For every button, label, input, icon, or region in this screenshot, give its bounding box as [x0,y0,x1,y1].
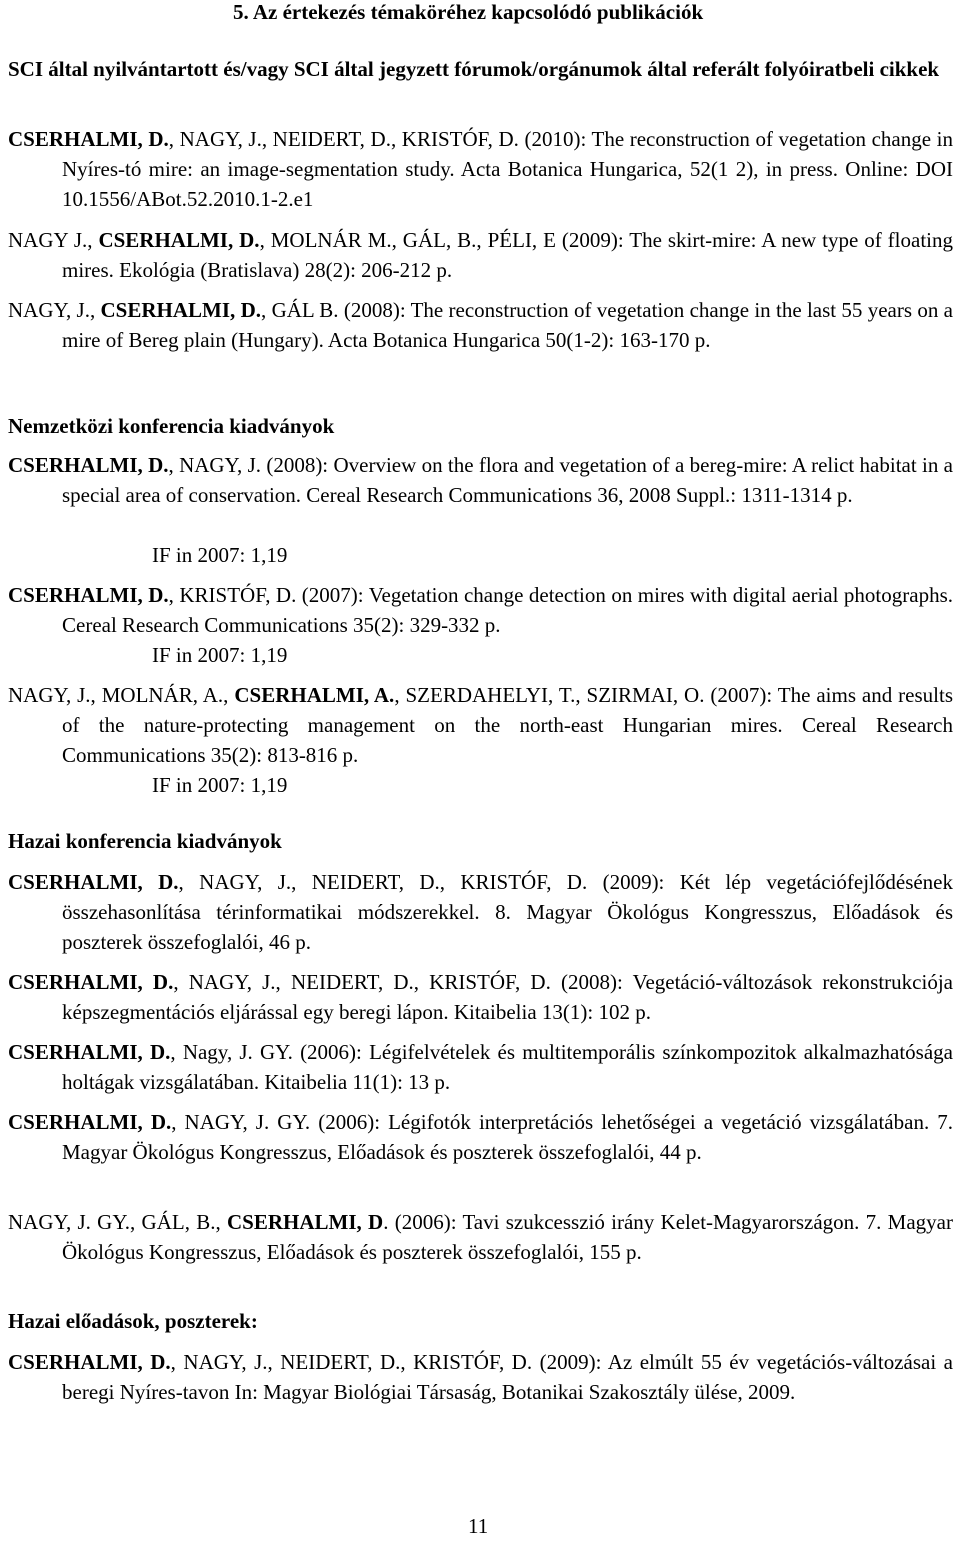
author-highlight: CSERHALMI, A. [234,683,395,707]
publication-entry [8,680,953,770]
publication-text: , NAGY, J., NEIDERT, D., KRISTÓF, D. (2009): Az elmúlt 55 év vegetációs-változásai a beregi Nyíres-tavon In: Magyar Biológiai Társaság, Botanikai Szakosztály ülése, 2009. [62,1350,953,1404]
publication-entry [8,225,953,285]
author-prefix: NAGY, J., MOLNÁR, A., [8,683,235,707]
publication-text: , Nagy, J. GY. (2006): Légifelvételek és multitemporális színkompozitok alkalmazhatósága holtágak vizsgálatában. Kitaibelia 11(1): 13 p. [62,1040,953,1094]
publication-entry [8,295,953,355]
publication-text: , KRISTÓF, D. (2007): Vegetation change detection on mires with digital aerial photographs. Cereal Research Communications 35(2): 329-332 p. [62,583,953,637]
publication-entry [8,1347,953,1407]
author-highlight: CSERHALMI, D. [8,1350,171,1374]
publication-entry [8,1207,953,1267]
publication-text: , SZERDAHELYI, T., SZIRMAI, O. (2007): The aims and results of the nature-protecting management on the north-east Hungarian mires. Cereal Research Communications 35(2): 813-816 p. [62,683,954,767]
section-heading-domestic: Hazai konferencia kiadványok [8,829,282,853]
author-highlight: CSERHALMI, D. [8,1110,172,1134]
publication-entry [8,450,953,510]
author-prefix: NAGY, J., [8,298,101,322]
publication-text: , NAGY, J., NEIDERT, D., KRISTÓF, D. (2009): Két lép vegetációfejlődésének összehasonlítása térinformatikai módszerekkel. 8. Magyar Ökológus Kongresszus, Előadások és poszterek összefoglalói, 46 p. [62,870,954,954]
author-highlight: CSERHALMI, D. [100,298,262,322]
publication-entry [8,1107,953,1167]
publication-entry [8,124,953,214]
publication-text: , NAGY, J., NEIDERT, D., KRISTÓF, D. (2008): Vegetáció-változások rekonstrukciója képszegmentációs eljárással egy beregi lápon. Kitaibelia 13(1): 102 p. [62,970,953,1024]
author-highlight: CSERHALMI, D. [98,228,260,252]
section-heading-international: Nemzetközi konferencia kiadványok [8,414,335,438]
publication-text: , GÁL B. (2008): The reconstruction of vegetation change in the last 55 years on a mire of Bereg plain (Hungary). Acta Botanica Hungarica 50(1-2): 163-170 p. [62,298,953,352]
author-highlight: CSERHALMI, D [227,1210,384,1234]
publication-text: , MOLNÁR M., GÁL, B., PÉLI, E (2009): The skirt-mire: A new type of floating mires. Ekológia (Bratislava) 28(2): 206-212 p. [62,228,953,282]
chapter-title: 5. Az értekezés témaköréhez kapcsolódó publikációk [233,0,704,24]
author-highlight: CSERHALMI, D. [8,583,169,607]
publication-entry [8,867,953,957]
impact-factor: IF in 2007: 1,19 [152,773,288,797]
author-prefix: NAGY, J. GY., GÁL, B., [8,1210,228,1234]
author-highlight: CSERHALMI, D. [8,870,179,894]
section-heading-talks: Hazai előadások, poszterek: [8,1309,258,1333]
publication-text: , NAGY, J. GY. (2006): Légifotók interpretációs lehetőségei a vegetáció vizsgálatában. 7. Magyar Ökológus Kongresszus, Előadások és poszterek összefoglalói, 44 p. [62,1110,953,1164]
publication-entry [8,580,953,640]
author-highlight: CSERHALMI, D. [8,970,174,994]
publication-text: , NAGY, J. (2008): Overview on the flora and vegetation of a bereg-mire: A relict habitat in a special area of conservation. Cereal Research Communications 36, 2008 Suppl.: 1311-1314 p. [62,453,953,507]
publication-entry [8,1037,953,1097]
section-heading-sci: SCI által nyilvántartott és/vagy SCI által jegyzett fórumok/orgánumok által referált folyóiratbeli cikkek [8,57,940,81]
impact-factor: IF in 2007: 1,19 [152,643,288,667]
author-prefix: NAGY J., [8,228,99,252]
publication-text: . (2006): Tavi szukcesszió irány Kelet-Magyarországon. 7. Magyar Ökológus Kongresszus, Előadások és poszterek összefoglalói, 155 p. [62,1210,953,1264]
publication-entry [8,967,953,1027]
page-number: 11 [468,1514,489,1538]
author-highlight: CSERHALMI, D. [8,1040,171,1064]
impact-factor: IF in 2007: 1,19 [152,543,288,567]
author-highlight: CSERHALMI, D. [8,453,169,477]
author-highlight: CSERHALMI, D. [8,127,169,151]
publication-text: , NAGY, J., NEIDERT, D., KRISTÓF, D. (2010): The reconstruction of vegetation change in Nyíres-tó mire: an image-segmentation study. Acta Botanica Hungarica, 52(1 2), in press. Online: DOI 10.1556/ABot.52.2010.1-2.e1 [62,127,953,211]
